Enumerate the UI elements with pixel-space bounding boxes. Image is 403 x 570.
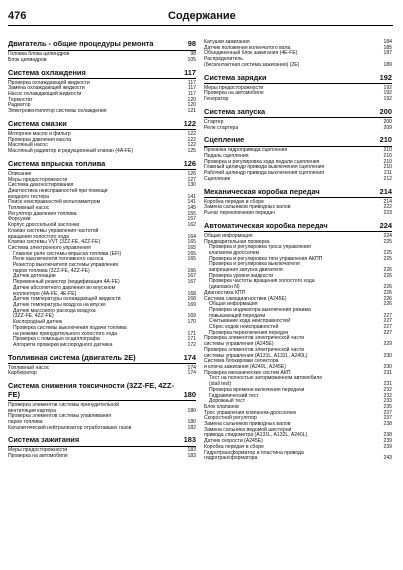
entry-title: Корпус дроссельной заслонки [8,222,80,229]
entry-page: 187 [383,50,392,57]
toc-entry [204,359,392,370]
entry-page: 98 [190,51,196,58]
entry-page: 211 [383,170,392,177]
section-heading [8,69,196,78]
entry-page: 117 [187,85,196,92]
section-title: Система зажигания [8,435,80,445]
entry-page: 171 [187,330,196,337]
entry-title: Термостат [8,96,33,103]
entry-title: Масляный насос [8,142,48,149]
entry-title: Электровентилятор системы охлаждения [8,108,107,115]
page-title: Содержание [168,10,236,22]
toc-section [8,354,196,378]
entry-page: 226 [383,301,392,308]
section-title: Система снижения токсичности (3ZZ-FE, 4ZZ-FE) [8,381,174,399]
section-rule [204,197,392,198]
entry-page: 231 [383,369,392,376]
entry-page: 122 [187,136,196,143]
entry-page: 238 [383,432,392,439]
left-column [8,40,196,460]
entry-page: 227 [383,312,392,319]
toc-entry [204,97,392,103]
entry-title: Датчик скорости (A245E) [204,438,263,445]
toc-section [204,188,392,217]
entry-title: Блок цилиндров [8,56,47,63]
toc-section [204,74,392,103]
section-heading [204,222,392,231]
entry-page: 230 [383,352,392,359]
entry-title: Проверка охлаждающей жидкости [8,79,90,86]
entry-title: Реле выключателя топливного насоса [13,256,104,263]
entry-page: 235 [383,403,392,410]
entry-title: Радиатор [8,102,31,109]
entry-title: Переменный резистор (модификация 4A-FE) [13,279,120,286]
entry-page: 130 [187,182,196,189]
entry-title: Датчик детонации [13,273,56,280]
entry-title: Проверка на автомобиле [204,90,264,97]
entry-title: Меры предосторожности [8,176,68,183]
entry-title: Гидротрансформатор и пластина привода гидротрансформатора [204,449,304,462]
entry-page: 237 [383,415,392,422]
toc-section [204,136,392,182]
entry-page: 155 [187,210,196,217]
entry-page: 233 [383,398,392,405]
toc-entry [204,451,392,462]
entry-title: Проверка с помощью осциллографа [13,336,100,343]
entry-title: Общая информация [204,232,253,239]
entry-page: 125 [187,148,196,155]
entry-page: 226 [383,295,392,302]
section-page: 224 [379,220,392,230]
entry-title: Гидравлический тест [209,392,259,399]
entry-page: 232 [383,386,392,393]
section-page: 210 [379,135,392,145]
toc-entry [204,245,392,256]
entry-page: 227 [383,324,392,331]
entry-title: Форсунки [8,216,31,223]
entry-page: 192 [383,90,392,97]
entry-page: 184 [383,39,392,45]
entry-page: 122 [187,130,196,137]
entry-page: 237 [383,409,392,416]
entry-title: Система диагностирования [8,182,74,189]
toc-entry [8,109,196,115]
section-title: Автоматическая коробка передач [204,220,328,230]
section-page: 183 [183,435,196,445]
entry-page: 120 [187,96,196,103]
entry-page: 210 [383,158,392,165]
toc-entry [8,414,196,425]
entry-page: 170 [187,319,196,326]
entry-page: 226 [383,267,392,274]
entry-title: Алгоритм проверки кислородного датчика [13,341,113,348]
entry-title: Сцепление [204,175,231,182]
section-page: 214 [379,186,392,196]
entry-title: Объединенный блок зажигания (4E-FE) [204,50,298,57]
section-heading [8,382,196,399]
entry-title: Дорожный тест [209,398,246,405]
entry-page: 120 [187,102,196,109]
entry-page: 127 [187,176,196,183]
entry-page: 223 [383,210,392,217]
toc-entry [8,149,196,155]
toc-section [8,160,196,349]
entry-page: 183 [187,447,196,454]
entry-title: Датчик температуры воздуха на впуске [13,301,106,308]
entry-title: Каталитический нейтрализатор отработавших газов [8,424,132,431]
entry-page: 167 [187,273,196,280]
entry-page: 141 [187,193,196,200]
section-rule [8,169,196,170]
entry-page: 192 [383,96,392,103]
section-page: 180 [183,389,196,399]
entry-page: 105 [187,56,196,63]
entry-page: 226 [383,289,392,296]
section-title: Топливная система (двигатель 2E) [8,352,136,362]
toc-entry [204,177,392,183]
entry-title: Главный цилиндр привода выключения сцепления [204,164,325,171]
entry-page: 226 [383,272,392,279]
section-title: Система смазки [8,118,67,128]
entry-title: Система электронного управления [8,244,91,251]
entry-page: 172 [187,341,196,348]
section-heading [8,40,196,49]
entry-page: 185 [383,44,392,51]
entry-title: Стартер [204,118,224,125]
entry-page: 189 [383,61,392,68]
entry-page: 210 [383,147,392,154]
entry-title: Датчик температуры охлаждающей жидкости [13,296,121,303]
entry-page: 166 [187,267,196,274]
page-header [8,10,393,26]
section-title: Система зарядки [204,72,267,82]
entry-title: Тест на полностью заторможенном автомобиле (stall test) [209,375,323,388]
entry-page: 239 [383,443,392,450]
entry-title: Общая информация [209,301,258,308]
toc-section [8,382,196,431]
entry-page: 168 [187,290,196,297]
entry-title: Кислородный датчик [13,319,63,326]
entry-page: 169 [187,313,196,320]
entry-title: Меры предосторожности [8,447,68,454]
entry-page: 174 [187,364,196,371]
section-title: Система охлаждения [8,67,86,77]
entry-title: Датчик массового расхода воздуха (3ZZ-FE, 4ZZ-FE) [13,307,96,320]
entry-title: Проверка элементов электрической части системы управления (A245E) [204,335,305,348]
toc-entry [8,426,196,432]
toc-entry [8,371,196,377]
entry-page: 169 [187,301,196,308]
entry-page: 238 [383,421,392,428]
entry-title: Проверка и регулировка хода педали сцепления [204,158,320,165]
entry-title: Проверка элементов системы принудительной вентиляции картера [8,401,120,414]
entry-title: Насос охлаждающей жидкости [8,91,82,97]
entry-page: 200 [383,118,392,125]
entry-title: Регулятор давления топлива [8,210,77,217]
entry-title: Меры предосторожности [204,84,264,91]
entry-page: 126 [187,170,196,177]
entry-title: Трос управления клапаном-дросселем [204,409,296,416]
section-page: 126 [183,158,196,168]
entry-page: 214 [383,198,392,205]
toc-section [204,222,392,462]
toc-section [204,40,392,69]
toc-section [8,120,196,155]
section-rule [8,78,196,79]
entry-page: 141 [187,199,196,206]
section-rule [204,83,392,84]
entry-page: 167 [187,279,196,286]
entry-page: 122 [187,142,196,149]
entry-page: 210 [383,164,392,171]
section-heading [8,160,196,169]
entry-title: Резистор выключателя системы управления паров топлива (3ZZ-FE, 4ZZ-FE) [13,262,119,274]
entry-page: 121 [187,108,196,115]
header-rule [8,25,393,26]
entry-page: 117 [187,79,196,86]
section-heading [204,188,392,197]
entry-title: Диагностика неисправностей при помощи входного тестера [8,187,108,200]
entry-page: 165 [187,256,196,263]
entry-title: Проверка частоты вращения холостого хода (диапазон N) [209,278,315,291]
entry-page: 243 [383,455,392,462]
entry-page: 229 [383,341,392,348]
section-title: Система запуска [204,106,266,116]
entry-page: 171 [187,336,196,343]
entry-page: 222 [383,204,392,211]
entry-page: 230 [383,364,392,370]
section-heading [8,436,196,445]
entry-page: 182 [187,424,196,431]
entry-page: 192 [383,84,392,91]
entry-page: 212 [383,175,392,182]
entry-title: Проверка на автомобиле [8,453,68,460]
toc-entry [8,58,196,64]
entry-title: Проверка и регулировка троса управления клапаном дросселем [209,244,311,256]
toc-section [204,108,392,132]
entry-title: Рабочий цилиндр привода выключения сцепления [204,170,324,177]
entry-page: 165 [187,239,196,246]
entry-page: 165 [187,250,196,257]
entry-title: Проверка уровня жидкости [209,272,274,279]
entry-title: Диагностика КПП [204,289,246,296]
entry-title: Датчик положения коленчатого вала [204,44,291,51]
entry-page: 239 [383,438,392,445]
entry-title: Замена охлаждающей жидкости [8,85,85,92]
entry-page: 157 [187,216,196,223]
entry-page: 164 [187,233,196,240]
right-column [204,40,392,462]
entry-page: 117 [187,91,196,97]
entry-title: Проверка элементов системы улавливания паров топлива [8,413,112,425]
entry-title: Проверка элементов электрической части системы управления (A131L, A132L, A240L) [204,346,308,359]
entry-title: Замена сальников приводных валов [204,204,291,211]
entry-page: 168 [187,296,196,303]
toc-entry [204,126,392,132]
entry-title: Карбюратор [8,370,37,377]
entry-title: Коробка передач в сборе [204,443,264,450]
entry-title: Описание [8,170,32,177]
entry-page: 210 [383,153,392,160]
entry-page: 225 [383,238,392,245]
entry-page: 231 [383,381,392,388]
section-title: Сцепление [204,135,245,145]
entry-page: 224 [383,232,392,239]
entry-page: 145 [187,205,196,212]
entry-title: Моторное масло и фильтр [8,130,71,137]
entry-title: Коробка передач в сборе [204,198,264,205]
toc-section [8,69,196,115]
entry-page: 226 [383,284,392,291]
entry-title: Датчик абсолютного давления во впускном коллекторе (4A-FE, 4E-FE) [13,284,116,297]
toc-entry [204,57,392,68]
entry-page: 232 [383,392,392,399]
entry-title: Система блокировки селектора и ключа зажигания (A240L, A245E) [204,358,286,370]
entry-page: 225 [383,255,392,262]
entry-title: Замена сальников приводных валов [204,421,291,428]
entry-title: Педаль сцепления [204,153,249,160]
toc-section [8,40,196,64]
entry-page: 183 [187,453,196,460]
page-number: 476 [8,10,27,22]
entry-title: Предварительная проверка [204,238,270,245]
entry-title: Главное реле системы впрыска топлива (EFI) [13,250,122,257]
entry-title: Катушки зажигания [204,39,250,45]
entry-title: Проверка индикатора выключения режима повышающей передачи [209,306,311,319]
section-heading [204,108,392,117]
section-page: 98 [187,39,196,48]
entry-page: 162 [187,222,196,229]
entry-title: Рычаг переключения передач [204,210,275,217]
entry-title: Проверка переключения передач [209,329,289,336]
entry-title: Считывание кода неисправностей [209,318,291,325]
section-page: 192 [379,72,392,82]
entry-title: Прокачка гидропривода сцепления [204,147,288,154]
entry-page: 174 [187,370,196,377]
section-title: Двигатель - общие процедуры ремонта [8,39,154,48]
section-title: Система впрыска топлива [8,158,106,168]
entry-title: Проверка времени включения передачи [209,386,305,393]
entry-title: Проверка механических систем АКП [204,369,291,376]
entry-title: Масляный радиатор и редукционный клапан (4A-FE) [8,148,134,155]
section-page: 200 [379,106,392,116]
section-heading [204,136,392,145]
toc-section [8,436,196,460]
entry-title: Проверка и регулировка выключателя запрещения запуска двигателя [209,261,300,274]
entry-title: Клапан системы VVT (3ZZ-FE, 4ZZ-FE) [8,239,101,246]
entry-title: Проверка системы выключения подачи топлива на режиме принудительного холостого хода [13,324,127,337]
toc-entry [204,211,392,217]
entry-page: 225 [383,249,392,256]
section-page: 122 [183,118,196,128]
entry-title: Проверка давления масла [8,136,71,143]
entry-title: Головка блока цилиндров [8,51,70,58]
section-heading [8,354,196,363]
entry-title: Клапан системы управления частотой вращения холостого хода [8,227,99,240]
section-heading [204,74,392,83]
entry-page: 209 [383,124,392,131]
section-page: 117 [184,67,196,77]
section-title: Механическая коробка передач [204,186,320,196]
entry-title: Распределитель (бесконтактная система зажигания) (2E) [204,56,300,68]
toc-entry [8,343,196,349]
entry-page: 180 [187,418,196,425]
entry-title: Топливный насос [8,205,50,212]
entry-title: Блок клапанов [204,403,239,410]
entry-page: 227 [383,318,392,325]
section-page: 174 [183,352,196,362]
section-rule [204,117,392,118]
entry-page: 180 [187,407,196,414]
entry-title: Система самодиагностики (A245E) [204,295,287,302]
entry-page: 165 [187,244,196,251]
entry-title: Скоростной регулятор [204,415,257,422]
entry-title: Генератор [204,96,229,103]
entry-title: Поиск неисправностей вольтомметром [8,199,101,206]
entry-page: 227 [383,329,392,336]
section-heading [8,120,196,129]
entry-title: Реле стартера [204,124,239,131]
entry-title: Сброс кодов неисправностей [209,324,279,331]
entry-title: Топливный насос [8,364,50,371]
toc-entry [8,454,196,460]
entry-title: Проверка и регулировка тяги управления АКПП [209,255,323,262]
entry-title: Замена сальника ведомой шестерни привода спидометра (A131L, A132L, A240L) [204,426,308,439]
